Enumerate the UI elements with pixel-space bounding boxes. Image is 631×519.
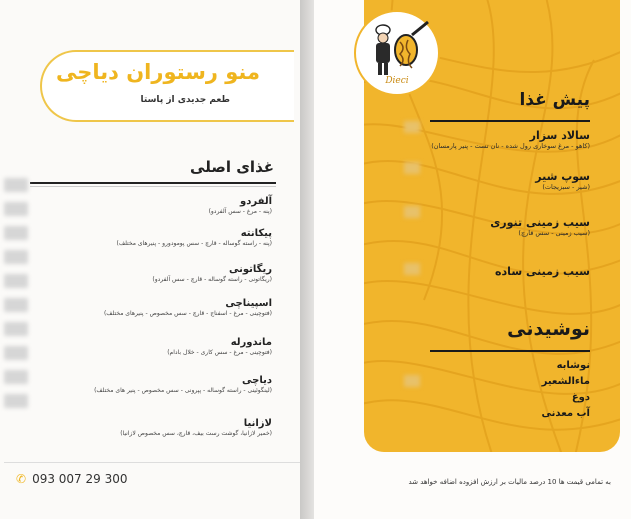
- menu-item: [104, 298, 272, 317]
- page-title: منو رستوران دیاچی: [56, 60, 260, 84]
- section-divider-thin: [30, 186, 276, 187]
- menu-item-desc: (فتوچینی - مرغ - سس کاری - خلال بادام): [167, 349, 272, 356]
- menu-item: [490, 216, 590, 237]
- section-divider: [430, 120, 590, 122]
- page-subtitle: طعم جدیدی از پاستا: [140, 95, 230, 105]
- menu-item-name: اسپیناچی: [225, 298, 272, 309]
- menu-item-name: سیب زمینی تنوری: [490, 216, 590, 229]
- drink-item: آب معدنی: [541, 408, 590, 419]
- book-spine: [300, 0, 314, 519]
- footer-divider: [4, 462, 300, 463]
- menu-item-desc: (سیب زمینی - سس قارچ): [518, 229, 590, 237]
- menu-item-name: سالاد سزار: [529, 129, 590, 142]
- tax-note: به تمامی قیمت ها 10 درصد مالیات بر ارزش افزوده اضافه خواهد شد: [408, 478, 611, 486]
- menu-item: [167, 337, 272, 356]
- blurred-price: [404, 263, 420, 275]
- blurred-price: [404, 121, 420, 133]
- menu-item-desc: (لینگوئینی - راسته گوساله - پپرونی - سس مخصوص - پنیر های مختلف): [94, 387, 272, 394]
- phone-contact: [16, 472, 128, 486]
- phone-number: 093 007 29 300: [32, 472, 128, 486]
- blurred-price: [404, 162, 420, 174]
- blurred-prices: [4, 178, 34, 440]
- menu-item-name: لازانیا: [243, 418, 272, 429]
- menu-item-name: ماندورله: [230, 337, 272, 348]
- menu-item-desc: (پنه - راسته گوساله - قارچ - سس پومودورو - پنیرهای مختلف): [116, 240, 272, 247]
- menu-item-name: سوپ شیر: [535, 170, 590, 183]
- menu-item-name: پیکانته: [240, 228, 272, 239]
- menu-item: [209, 196, 272, 215]
- right-menu-page: [314, 0, 631, 519]
- blurred-price: [404, 206, 420, 218]
- menu-item: [535, 170, 590, 191]
- menu-item-desc: (ریگاتونی - راسته گوساله - قارچ - سس آلفردو): [152, 276, 272, 283]
- menu-item: [120, 418, 272, 437]
- menu-item-desc: (پنه - مرغ - سس آلفردو): [208, 208, 272, 215]
- menu-item-desc: (شیر - سبزیجات): [542, 183, 590, 191]
- menu-item-name: دیاچی: [242, 375, 272, 386]
- section-title-drinks: نوشیدنی: [507, 318, 590, 340]
- menu-item: [495, 265, 590, 278]
- blurred-price: [404, 375, 420, 387]
- menu-item: [152, 264, 272, 283]
- logo-text: Dieci: [385, 76, 409, 86]
- section-title-main-course: غذای اصلی: [190, 158, 274, 176]
- menu-item: [431, 129, 590, 150]
- restaurant-logo: [354, 10, 440, 96]
- menu-item-desc: (فتوچینی - مرغ - اسفناج - قارچ - سس مخصوص - پنیرهای مختلف): [103, 310, 272, 317]
- phone-icon: ✆: [16, 472, 27, 486]
- drink-item: نوشابه: [556, 360, 590, 371]
- menu-item-name: آلفردو: [240, 196, 272, 207]
- section-title-starters: پیش غذا: [519, 90, 590, 110]
- section-divider: [430, 350, 590, 352]
- section-divider: [30, 182, 276, 184]
- menu-item: [117, 228, 272, 247]
- drink-item: ماءالشعیر: [541, 376, 590, 387]
- menu-item-name: سیب زمینی ساده: [495, 265, 590, 278]
- menu-item-desc: (کاهو - مرغ سوخاری رول شده - نان تست - پنیر پارمسان): [431, 142, 590, 150]
- drink-item: دوغ: [571, 392, 590, 403]
- menu-item-name: ریگاتونی: [229, 264, 272, 275]
- left-menu-page: [0, 0, 300, 519]
- menu-item-desc: (خمیر لازانیا، گوشت رست بیف، قارچ، سس مخصوص لازانیا): [120, 430, 272, 437]
- menu-item: [94, 375, 272, 394]
